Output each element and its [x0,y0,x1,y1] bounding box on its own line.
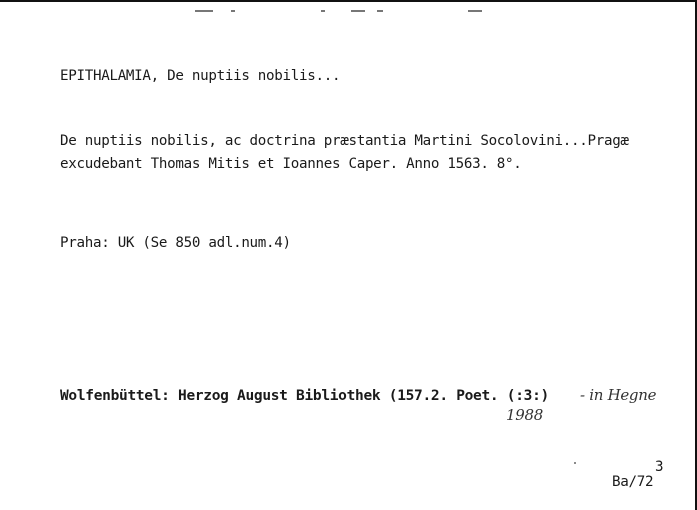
description-line-1: De nuptiis nobilis, ac doctrina præstantia Martini Socolovini...Pragæ [60,133,629,149]
description-line-2: excudebant Thomas Mitis et Ioannes Caper. Anno 1563. 8°. [60,156,522,172]
card-number: 3 [655,459,664,475]
holding-wolfenbuettel: Wolfenbüttel: Herzog August Bibliothek (157.2. Poet. (:3:) [60,388,549,404]
handwritten-note: - in Hegne [580,386,657,404]
card-heading: EPITHALAMIA, De nuptiis nobilis... [60,68,341,84]
scan-specks [195,10,495,16]
holding-praha: Praha: UK (Se 850 adl.num.4) [60,235,291,251]
speck-dot [574,462,576,464]
shelf-mark: Ba/72 [612,474,654,490]
handwritten-year: 1988 [506,406,543,424]
